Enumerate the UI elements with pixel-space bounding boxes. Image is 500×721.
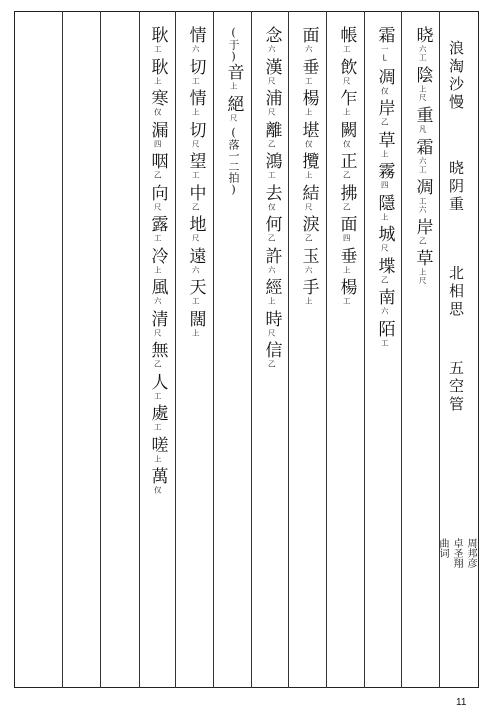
- gongche-notation: 工: [153, 45, 163, 54]
- gongche-notation: 仅: [342, 139, 352, 148]
- gongche-notation: 乙: [380, 275, 390, 284]
- lyric-cell: [186, 26, 205, 58]
- lyric-cell: [186, 215, 205, 247]
- score-column-3: [327, 26, 365, 676]
- gongche-notation: 工: [191, 171, 201, 180]
- gongche-notation: 尺: [380, 244, 390, 253]
- score-column-8: [138, 26, 176, 676]
- gongche-notation: 六: [191, 265, 201, 274]
- lyric-cell: [413, 178, 432, 218]
- score-column-5: [252, 26, 290, 676]
- lyric-cell: [413, 26, 432, 66]
- lyric-cell: [337, 278, 356, 310]
- lyric-cell: [375, 68, 394, 100]
- score-column-6: [214, 26, 252, 676]
- lyric-cell: [375, 99, 394, 131]
- gongche-notation: 工: [267, 171, 277, 180]
- lyric-cell: [299, 121, 318, 153]
- lyric-cell: [186, 58, 205, 90]
- gongche-notation: 仅: [267, 202, 277, 211]
- lyric-cell: [413, 66, 432, 106]
- lyric-character: 望: [185, 152, 206, 169]
- gongche-notation: 乙: [267, 234, 277, 243]
- lyric-character: 冷: [147, 246, 168, 264]
- lyric-cell: [148, 26, 167, 58]
- lyric-cell: [262, 121, 281, 153]
- gongche-notation: 上尺: [418, 268, 428, 285]
- lyric-character: 情: [185, 89, 206, 106]
- lyric-cell: [413, 249, 432, 289]
- lyric-character: 重: [412, 106, 433, 123]
- lyric-cell: [375, 162, 394, 194]
- lyric-character: 何: [261, 215, 282, 232]
- lyric-character: 楊: [336, 278, 357, 295]
- lyric-character: 陌: [374, 319, 395, 337]
- lyric-cell: [375, 288, 394, 320]
- lyric-cell: [262, 184, 281, 216]
- score-column-9: [101, 26, 139, 676]
- lyric-cell: [413, 106, 432, 138]
- gongche-notation: 尺: [191, 139, 201, 148]
- gongche-notation: 工: [153, 391, 163, 400]
- lyric-character: 耿: [147, 57, 168, 75]
- lyric-character: 處: [147, 404, 168, 421]
- gongche-notation: 上: [153, 454, 163, 463]
- lyric-cell: [337, 26, 356, 58]
- lyric-cell: [375, 257, 394, 289]
- lyric-character: 霧: [374, 162, 395, 179]
- lyric-cell: [186, 247, 205, 279]
- score-column-4: [289, 26, 327, 676]
- lyric-cell: [262, 89, 281, 121]
- lyric-character: 淚: [298, 215, 319, 232]
- title-xiao-yin-zhong: 晓阴重: [447, 160, 465, 214]
- lyric-cell: [262, 58, 281, 90]
- score-annotation: (于): [227, 26, 240, 63]
- lyric-character: 離: [261, 120, 282, 138]
- lyric-character: 浦: [261, 89, 282, 106]
- page-number: 11: [456, 697, 467, 708]
- gongche-notation: 工: [191, 76, 201, 85]
- lyric-character: 人: [147, 372, 168, 390]
- lyric-cell: [224, 95, 243, 127]
- lyric-cell: [186, 89, 205, 121]
- lyric-cell: [148, 467, 167, 499]
- lyric-character: 漏: [147, 120, 168, 138]
- gongche-notation: 上: [380, 149, 390, 158]
- gongche-notation: 上: [153, 76, 163, 85]
- gongche-notation: 工: [380, 338, 390, 347]
- gongche-notation: 尺: [267, 328, 277, 337]
- lyric-cell: [299, 58, 318, 90]
- lyric-character: 切: [185, 120, 206, 138]
- score-column-10: [63, 26, 101, 676]
- lyric-cell: [148, 310, 167, 342]
- lyric-cell: [148, 58, 167, 90]
- lyric-cell: [148, 436, 167, 468]
- lyric-character: 切: [185, 57, 206, 75]
- lyric-cell: [375, 26, 394, 68]
- gongche-notation: 上: [191, 108, 201, 117]
- lyric-character: 耿: [147, 26, 168, 43]
- gongche-notation: 一L: [380, 45, 390, 64]
- gongche-notation: 仅: [153, 486, 163, 495]
- lyric-cell: [262, 152, 281, 184]
- gongche-notation: 四: [342, 234, 352, 243]
- title-lang-tao-sha-man: 浪淘沙慢: [447, 40, 465, 112]
- lyric-character: 萬: [147, 467, 168, 484]
- gongche-notation: 乙: [267, 360, 277, 369]
- gongche-notation: 凡: [418, 125, 428, 134]
- lyric-character: 咽: [147, 152, 168, 169]
- gongche-notation: 六工: [418, 156, 428, 174]
- gongche-notation: 上: [380, 212, 390, 221]
- author-suffix: 曲词: [437, 538, 448, 558]
- gongche-notation: 六: [304, 265, 314, 274]
- lyric-cell: [299, 247, 318, 279]
- lyric-character: 天: [185, 278, 206, 295]
- gongche-notation: 上: [153, 265, 163, 274]
- lyric-cell: [148, 404, 167, 436]
- lyric-cell: [186, 310, 205, 342]
- lyric-cell: [299, 26, 318, 58]
- gongche-notation: 乙: [153, 360, 163, 369]
- lyric-character: 霜: [412, 137, 433, 155]
- lyric-cell: [262, 26, 281, 58]
- lyric-character: 陰: [412, 66, 433, 83]
- lyric-character: 遠: [185, 246, 206, 264]
- lyric-cell: [337, 89, 356, 121]
- lyric-character: 風: [147, 278, 168, 295]
- lyric-cell: [148, 373, 167, 405]
- gongche-notation: 乙: [418, 236, 428, 245]
- gongche-notation: 乙: [267, 139, 277, 148]
- gongche-notation: 尺: [267, 108, 277, 117]
- lyric-character: 城: [374, 225, 395, 242]
- lyric-character: 許: [261, 246, 282, 264]
- lyric-character: 向: [147, 183, 168, 201]
- lyric-character: 經: [261, 278, 282, 295]
- lyric-character: 寒: [147, 89, 168, 106]
- gongche-notation: 工: [342, 45, 352, 54]
- lyric-cell: [375, 194, 394, 226]
- lyric-cell: [148, 121, 167, 153]
- gongche-notation: 四: [153, 139, 163, 148]
- lyric-character: 闕: [336, 120, 357, 138]
- gongche-notation: 仅: [304, 139, 314, 148]
- gongche-notation: 上: [267, 297, 277, 306]
- lyric-cell: [299, 152, 318, 184]
- lyric-character: 手: [298, 278, 319, 295]
- lyric-cell: [148, 215, 167, 247]
- gongche-notation: 乙: [153, 171, 163, 180]
- lyric-character: 闊: [185, 309, 206, 327]
- lyric-character: 南: [374, 288, 395, 305]
- gongche-notation: 六: [304, 45, 314, 54]
- gongche-notation: 六工: [418, 45, 428, 62]
- lyric-character: 嗟: [147, 435, 168, 453]
- lyric-cell: [337, 247, 356, 279]
- gongche-notation: 乙: [380, 118, 390, 127]
- lyric-cell: [186, 121, 205, 153]
- score-column-1: [403, 26, 441, 676]
- lyric-cell: [148, 247, 167, 279]
- title-bei-xiang-si: 北相思: [447, 265, 465, 319]
- lyric-cell: [375, 225, 394, 257]
- lyric-cell: [337, 184, 356, 216]
- lyric-character: 堪: [298, 120, 319, 138]
- lyric-cell: [148, 341, 167, 373]
- lyric-character: 帳: [336, 26, 357, 43]
- lyric-character: 正: [336, 152, 357, 169]
- lyric-character: 凋: [412, 177, 433, 195]
- gongche-notation: 上: [342, 265, 352, 274]
- lyric-cell: [224, 63, 243, 95]
- lyric-character: 信: [261, 341, 282, 358]
- lyric-character: 岸: [412, 217, 433, 235]
- lyric-character: 漢: [261, 57, 282, 75]
- gongche-notation: 尺: [304, 202, 314, 211]
- score-column-11: [24, 26, 62, 676]
- lyric-cell: [148, 278, 167, 310]
- lyric-character: 岸: [374, 99, 395, 116]
- gongche-notation: 尺: [153, 328, 163, 337]
- gongche-notation: 工六: [418, 196, 428, 214]
- gongche-notation: 上尺: [418, 85, 428, 102]
- lyric-character: 草: [374, 130, 395, 148]
- lyric-cell: [148, 89, 167, 121]
- gongche-notation: 六: [380, 307, 390, 316]
- lyric-cell: [375, 320, 394, 352]
- gongche-notation: 工: [342, 297, 352, 306]
- lyric-character: 玉: [298, 246, 319, 264]
- gongche-notation: 尺: [267, 76, 277, 85]
- lyric-character: 楊: [298, 89, 319, 106]
- lyric-cell: [262, 215, 281, 247]
- lyric-character: 結: [298, 183, 319, 201]
- lyric-character: 凋: [374, 67, 395, 85]
- lyric-cell: [337, 121, 356, 153]
- lyric-character: 堞: [374, 256, 395, 274]
- author-line-2: 卓圣翔: [451, 538, 462, 568]
- title-wu-kong-guan: 五空管: [447, 360, 465, 414]
- gongche-notation: 六: [191, 45, 201, 54]
- lyric-character: 中: [185, 183, 206, 201]
- gongche-notation: 工: [153, 234, 163, 243]
- lyric-character: 念: [261, 26, 282, 43]
- lyric-character: 絕: [223, 94, 244, 112]
- lyric-character: 面: [336, 215, 357, 232]
- lyric-cell: [262, 247, 281, 279]
- gongche-notation: 六: [267, 45, 277, 54]
- gongche-notation: 上: [191, 328, 201, 337]
- lyric-character: 隱: [374, 193, 395, 211]
- lyric-character: 霜: [374, 26, 395, 43]
- gongche-notation: 上: [229, 82, 239, 91]
- gongche-notation: 上: [342, 108, 352, 117]
- gongche-notation: 尺: [191, 234, 201, 243]
- lyric-cell: [148, 184, 167, 216]
- lyric-cell: [413, 218, 432, 250]
- gongche-notation: 上: [304, 297, 314, 306]
- lyric-character: 攬: [298, 152, 319, 169]
- lyric-cell: [262, 310, 281, 342]
- lyric-character: 去: [261, 183, 282, 201]
- lyric-cell: [337, 152, 356, 184]
- gongche-notation: 尺: [153, 202, 163, 211]
- gongche-notation: 上: [304, 171, 314, 180]
- lyric-cell: [299, 89, 318, 121]
- score-column-7: [176, 26, 214, 676]
- gongche-notation: 乙: [342, 202, 352, 211]
- lyric-character: 面: [298, 26, 319, 43]
- lyric-cell: [337, 58, 356, 90]
- lyric-character: 垂: [298, 57, 319, 75]
- lyric-cell: [337, 215, 356, 247]
- author-line-1: 周邦彦: [465, 538, 476, 568]
- lyric-cell: [262, 278, 281, 310]
- score-annotation: (落一二拍): [227, 126, 240, 196]
- gongche-notation: 四: [380, 181, 390, 190]
- lyric-character: 拂: [336, 183, 357, 201]
- gongche-notation: 六: [153, 297, 163, 306]
- lyric-character: 地: [185, 215, 206, 232]
- lyric-cell: [299, 184, 318, 216]
- lyric-character: 無: [147, 341, 168, 358]
- lyric-cell: [299, 215, 318, 247]
- lyric-cell: [148, 152, 167, 184]
- author-credit: [436, 538, 476, 568]
- lyric-character: 垂: [336, 246, 357, 264]
- gongche-notation: 乙: [304, 234, 314, 243]
- gongche-notation: 尺: [342, 76, 352, 85]
- gongche-notation: 尺: [229, 113, 239, 122]
- gongche-notation: 工: [191, 297, 201, 306]
- lyric-cell: [413, 138, 432, 178]
- lyric-character: 時: [261, 309, 282, 327]
- lyric-cell: [186, 184, 205, 216]
- lyric-character: 情: [185, 26, 206, 43]
- lyric-cell: [262, 341, 281, 373]
- score-column-2: [365, 26, 403, 676]
- gongche-notation: 工: [153, 423, 163, 432]
- gongche-notation: 仅: [153, 108, 163, 117]
- lyric-cell: [186, 152, 205, 184]
- gongche-notation: 乙: [342, 171, 352, 180]
- gongche-notation: 仅: [380, 86, 390, 95]
- lyric-character: 草: [412, 249, 433, 266]
- lyric-character: 晓: [412, 26, 433, 43]
- lyric-character: 清: [147, 309, 168, 327]
- lyric-cell: [186, 278, 205, 310]
- gongche-notation: 上: [304, 108, 314, 117]
- lyric-character: 鴻: [261, 152, 282, 169]
- gongche-notation: 工: [304, 76, 314, 85]
- lyric-cell: [299, 278, 318, 310]
- lyric-cell: [375, 131, 394, 163]
- lyric-character: 乍: [336, 89, 357, 106]
- gongche-notation: 乙: [191, 202, 201, 211]
- lyric-character: 飲: [336, 57, 357, 75]
- lyric-character: 露: [147, 215, 168, 232]
- lyric-character: 音: [223, 63, 244, 80]
- gongche-notation: 六: [267, 265, 277, 274]
